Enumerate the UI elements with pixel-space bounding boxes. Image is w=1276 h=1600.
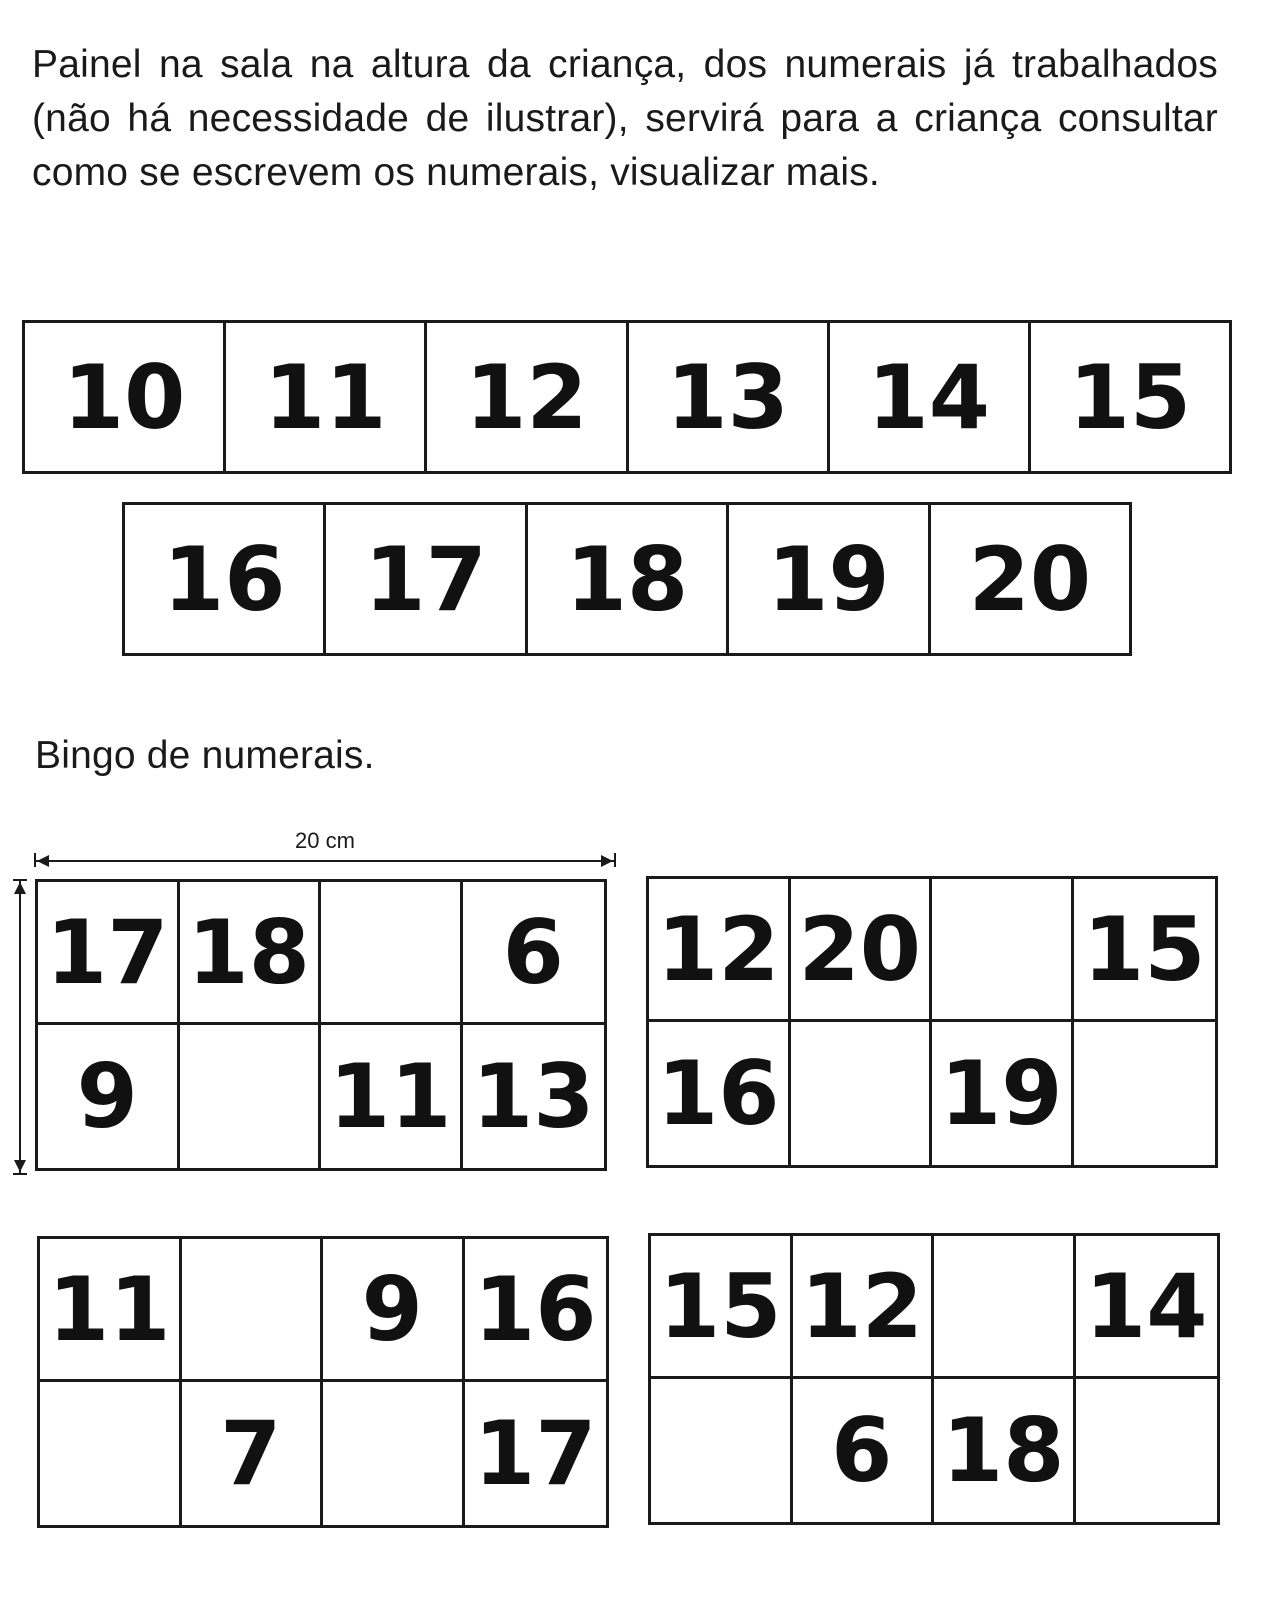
panel-cell: 19 [729, 505, 930, 653]
bingo-card-3 [37, 1236, 609, 1528]
dimension-tick-right [614, 853, 616, 867]
arrow-left-icon [37, 855, 49, 867]
bingo-cell: 9 [323, 1239, 465, 1382]
panel-cell: 20 [968, 527, 1092, 631]
panel-cell: 12 [427, 323, 628, 471]
arrow-right-icon [601, 855, 613, 867]
dimension-line [36, 860, 614, 862]
dimension-tick-top [13, 879, 27, 881]
bingo-card-2 [646, 876, 1218, 1168]
bingo-cell: 16 [649, 1022, 791, 1165]
panel-cell: 18 [528, 505, 729, 653]
bingo-cell: 15 [651, 1236, 793, 1379]
bingo-cell: 13 [472, 1045, 595, 1148]
panel-cell: 15 [1068, 345, 1192, 449]
panel-cell: 11 [226, 323, 427, 471]
bingo-cell: 15 [1074, 879, 1216, 1022]
bingo-cell [321, 882, 463, 1025]
intro-paragraph: Painel na sala na altura da criança, dos numerais já trabalhados (não há necessidade de ilustrar), servirá para a criança consultar como se escrevem os numerais, visualizar mais. [32, 43, 1218, 194]
width-dimension [34, 828, 616, 878]
panel-cell: 10 [25, 323, 226, 471]
bingo-cell [180, 1025, 322, 1168]
dimension-tick-bottom [13, 1173, 27, 1175]
bingo-cell [40, 1382, 182, 1525]
bingo-cell: 17 [38, 882, 180, 1025]
bingo-title: Bingo de numerais. [35, 734, 375, 777]
bingo-cell: 11 [321, 1025, 463, 1168]
bingo-cell: 11 [40, 1239, 182, 1382]
bingo-cell: 12 [793, 1236, 935, 1379]
arrow-down-icon [14, 1160, 26, 1172]
bingo-cell [932, 879, 1074, 1022]
width-dimension-label: 20 cm [295, 828, 355, 853]
bingo-cell [1076, 1379, 1218, 1522]
arrow-up-icon [14, 882, 26, 894]
bingo-cell: 16 [465, 1239, 607, 1382]
numeral-panel-row-2 [122, 502, 1132, 656]
bingo-cell: 18 [934, 1379, 1076, 1522]
bingo-cell [182, 1239, 324, 1382]
bingo-card-1 [35, 879, 607, 1171]
bingo-cell: 20 [791, 879, 933, 1022]
bingo-cell: 7 [182, 1382, 324, 1525]
panel-cell: 16 [125, 505, 326, 653]
bingo-cell: 12 [649, 879, 791, 1022]
bingo-cell: 14 [1076, 1236, 1218, 1379]
bingo-cell [1074, 1022, 1216, 1165]
bingo-card-4 [648, 1233, 1220, 1525]
bingo-cell [323, 1382, 465, 1525]
bingo-cell: 19 [932, 1022, 1074, 1165]
numeral-panel-row-1 [22, 320, 1232, 474]
bingo-cell [651, 1379, 793, 1522]
bingo-cell: 9 [38, 1025, 180, 1168]
bingo-cell [791, 1022, 933, 1165]
panel-cell: 13 [629, 323, 830, 471]
bingo-cell: 6 [463, 882, 605, 1025]
dimension-tick-left [34, 853, 36, 867]
bingo-cell: 6 [793, 1379, 935, 1522]
dimension-line [19, 881, 21, 1173]
panel-cell: 17 [326, 505, 527, 653]
bingo-cell [934, 1236, 1076, 1379]
panel-cell: 14 [830, 323, 1031, 471]
bingo-cell: 18 [180, 882, 322, 1025]
bingo-cell: 17 [474, 1402, 597, 1505]
height-dimension [10, 879, 30, 1175]
